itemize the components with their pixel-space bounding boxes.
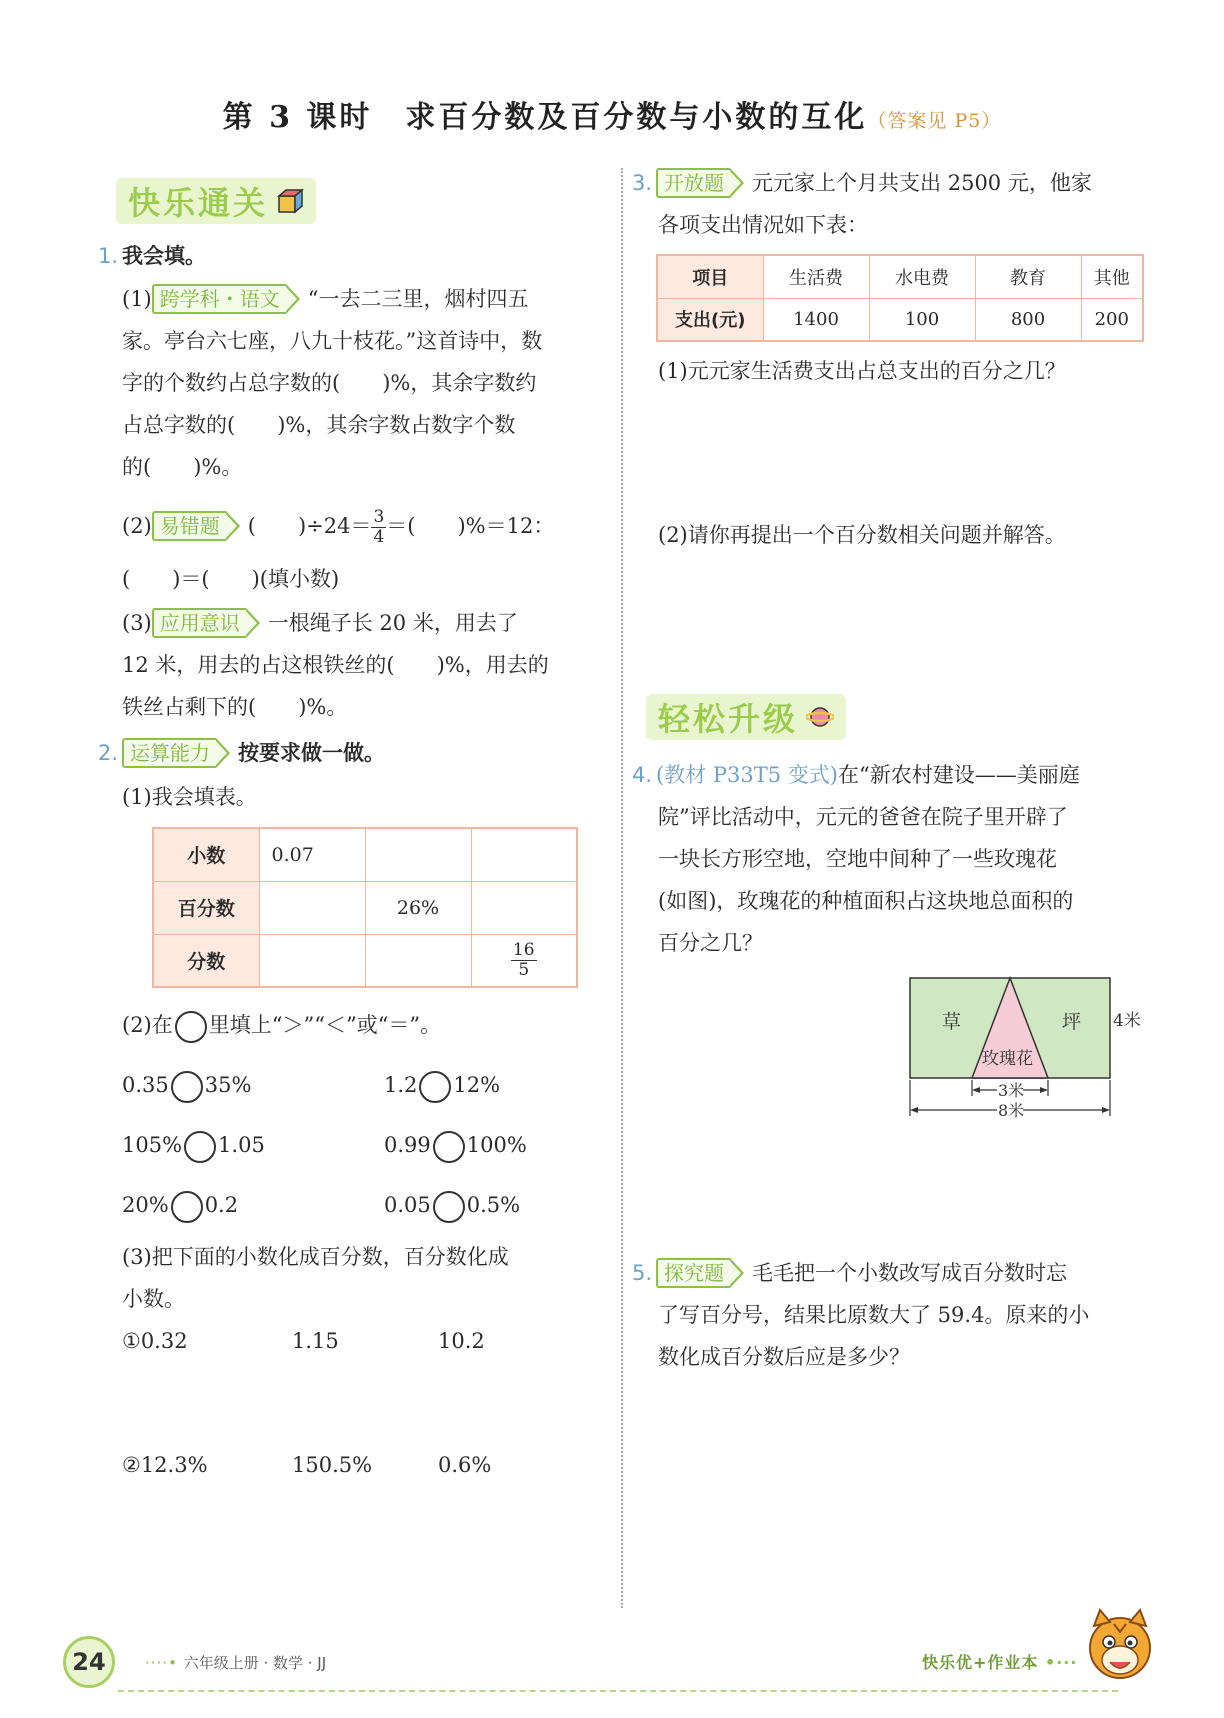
column-header: 教育 <box>975 255 1081 298</box>
textbook-source: (教材 P33T5 变式) <box>656 763 839 787</box>
q1-part1-line <box>122 284 529 314</box>
table-cell <box>365 934 471 987</box>
fraction <box>371 508 386 547</box>
tag-open: 开放题 <box>656 168 730 198</box>
compare-left: 1.2 <box>384 1073 418 1097</box>
part-prefix: (1) <box>122 287 152 311</box>
compare-left: 105% <box>122 1133 183 1157</box>
right-label: 坪 <box>1062 1011 1082 1033</box>
text-line: 小数。 <box>122 1287 185 1311</box>
conversion-item: ②12.3% <box>122 1453 208 1477</box>
footer-brand <box>922 1650 1077 1673</box>
compare-right: 0.5% <box>466 1193 521 1217</box>
table-row <box>153 881 577 934</box>
q2-part2-line <box>122 1010 441 1043</box>
text-line: 一块长方形空地，空地中间种了一些玫瑰花 <box>658 847 1057 871</box>
tag-cross-subject: 跨学科・语文 <box>152 284 286 314</box>
tag-explore: 探究题 <box>656 1258 730 1288</box>
fraction-denominator: 5 <box>518 959 530 980</box>
compare-left: 0.05 <box>384 1193 431 1217</box>
text-line: 元元家上个月共支出 2500 元，他家 <box>752 171 1092 195</box>
conversion-item: 0.6% <box>438 1453 492 1477</box>
text-line: (1)我会填表。 <box>122 785 257 809</box>
table-cell: 0.07 <box>259 828 365 881</box>
row-header: 分数 <box>153 934 259 987</box>
pencil-cube-icon <box>276 186 304 216</box>
text-line: (3)把下面的小数化成百分数，百分数化成 <box>122 1245 509 1269</box>
answer-circle[interactable] <box>419 1071 451 1103</box>
tag-operation: 运算能力 <box>122 738 216 768</box>
text-segment: ＝( )%＝12： <box>386 514 555 538</box>
footer-right-text: 快乐优+作业本 <box>922 1653 1039 1672</box>
text-line: 数化成百分数后应是多少？ <box>658 1345 910 1369</box>
banner-label: 快乐通关 <box>128 184 269 222</box>
answer-circle[interactable] <box>184 1131 216 1163</box>
table-row <box>153 828 577 881</box>
answer-circle[interactable] <box>433 1131 465 1163</box>
part-prefix: (2) <box>122 514 152 538</box>
compare-right: 1.05 <box>218 1133 265 1157</box>
page-number: 24 <box>63 1636 115 1688</box>
table-cell: 800 <box>975 298 1081 341</box>
lesson-title: 第 3 课时 求百分数及百分数与小数的互化 <box>222 100 868 135</box>
answer-circle[interactable] <box>175 1011 207 1043</box>
text-line: 的( )%。 <box>122 455 243 479</box>
table-row <box>153 934 577 987</box>
table-row <box>657 298 1143 341</box>
text-line: 字的个数约占总字数的( )%，其余字数约 <box>122 371 537 395</box>
garden-figure <box>900 968 1160 1128</box>
answer-reference: （答案见 P5） <box>867 110 1002 132</box>
text-line: 占总字数的( )%，其余字数占数字个数 <box>122 413 516 437</box>
text-line: 12 米，用去的占这根铁丝的( )%，用去的 <box>122 653 549 677</box>
text-line: (2)请你再提出一个百分数相关问题并解答。 <box>658 523 1066 547</box>
column-header: 其他 <box>1081 255 1143 298</box>
compare-right: 12% <box>453 1073 501 1097</box>
conversion-item: ①0.32 <box>122 1329 188 1353</box>
compare-right: 0.2 <box>204 1193 239 1217</box>
question-4-heading <box>632 760 1080 790</box>
table-cell <box>365 828 471 881</box>
answer-circle[interactable] <box>171 1071 203 1103</box>
text-line: ( )＝( )(填小数) <box>122 567 340 591</box>
table-cell: 26% <box>365 881 471 934</box>
question-title: 我会填。 <box>122 244 207 268</box>
conversion-item: 150.5% <box>292 1453 373 1477</box>
column-header: 生活费 <box>763 255 869 298</box>
compare-item <box>384 1070 500 1103</box>
question-number: 4. <box>632 763 653 787</box>
text-segment: ( )÷24＝ <box>247 514 372 538</box>
compare-item <box>384 1190 520 1223</box>
fraction-denominator: 4 <box>373 527 385 547</box>
table-cell <box>471 934 577 987</box>
row-header: 支出(元) <box>657 298 763 341</box>
column-divider <box>621 168 623 1608</box>
column-header: 项目 <box>657 255 763 298</box>
conversion-item: 10.2 <box>438 1329 485 1353</box>
conversion-table <box>152 827 578 988</box>
section-banner-easy-upgrade <box>646 694 846 740</box>
row-header: 小数 <box>153 828 259 881</box>
table-cell <box>259 881 365 934</box>
column-header: 水电费 <box>869 255 975 298</box>
text-line: (1)元元家生活费支出占总支出的百分之几？ <box>658 359 1066 383</box>
text-line: 了写百分号，结果比原数大了 59.4。原来的小 <box>658 1303 1090 1327</box>
fraction-numerator: 3 <box>373 507 385 527</box>
tag-error-prone: 易错题 <box>152 511 226 541</box>
compare-left: 0.99 <box>384 1133 431 1157</box>
planet-icon <box>806 702 834 732</box>
answer-circle[interactable] <box>171 1191 203 1223</box>
compare-item <box>122 1130 265 1163</box>
question-5-heading <box>632 1258 1067 1288</box>
rose-label: 玫瑰花 <box>982 1049 1033 1069</box>
table-cell: 100 <box>869 298 975 341</box>
question-number: 2. <box>98 741 119 765</box>
q1-part2-line <box>122 508 554 547</box>
tiger-mascot-icon <box>1084 1604 1156 1686</box>
dots-decoration: •··· <box>1038 1653 1078 1672</box>
text-line: 一根绳子长 20 米，用去了 <box>267 611 518 635</box>
footer-book-info <box>145 1652 326 1673</box>
text-line: 毛毛把一个小数改写成百分数时忘 <box>752 1261 1068 1285</box>
page-title <box>0 92 1224 136</box>
text-line: 家。亭台六七座，八九十枝花。”这首诗中，数 <box>122 329 543 353</box>
table-header-row <box>657 255 1143 298</box>
section-banner-happy-pass <box>116 178 316 224</box>
text-line: 各项支出情况如下表： <box>658 213 868 237</box>
conversion-item: 1.15 <box>292 1329 339 1353</box>
tag-application: 应用意识 <box>152 608 246 638</box>
text-line: 在“新农村建设——美丽庭 <box>838 763 1080 787</box>
dots-decoration: ····• <box>145 1654 184 1672</box>
fraction-numerator: 16 <box>512 939 535 960</box>
table-cell <box>471 881 577 934</box>
question-number: 1. <box>98 244 119 268</box>
question-3-heading <box>632 168 1092 198</box>
text-line: “一去二三里，烟村四五 <box>307 287 529 311</box>
table-cell: 200 <box>1081 298 1143 341</box>
question-number: 5. <box>632 1261 653 1285</box>
footer-left-text: 六年级上册 · 数学 · JJ <box>183 1654 327 1672</box>
text-line: 百分之几？ <box>658 931 763 955</box>
base-label: 3米 <box>998 1081 1025 1100</box>
width-label: 8米 <box>998 1101 1025 1120</box>
text-line: 院”评比活动中，元元的爸爸在院子里开辟了 <box>658 805 1068 829</box>
compare-left: 0.35 <box>122 1073 169 1097</box>
table-cell: 1400 <box>763 298 869 341</box>
text-segment: 里填上“＞”“＜”或“＝”。 <box>208 1013 442 1037</box>
compare-right: 35% <box>204 1073 252 1097</box>
compare-right: 100% <box>466 1133 527 1157</box>
question-title: 按要求做一做。 <box>238 741 386 765</box>
question-2-heading <box>98 738 385 768</box>
text-line: 铁丝占剩下的( )%。 <box>122 695 348 719</box>
row-header: 百分数 <box>153 881 259 934</box>
compare-item <box>122 1190 238 1223</box>
answer-circle[interactable] <box>433 1191 465 1223</box>
q1-part3-line <box>122 608 518 638</box>
question-number: 3. <box>632 171 653 195</box>
part-prefix: (3) <box>122 611 152 635</box>
footer-dashed-line <box>118 1690 1118 1692</box>
fraction <box>511 941 537 980</box>
left-label: 草 <box>942 1011 962 1033</box>
text-segment: (2)在 <box>122 1013 173 1037</box>
table-cell <box>259 934 365 987</box>
compare-left: 20% <box>122 1193 169 1217</box>
compare-item <box>384 1130 527 1163</box>
table-cell <box>471 828 577 881</box>
height-label: 4米 <box>1113 1011 1141 1031</box>
expense-table <box>656 254 1144 342</box>
text-line: (如图)，玫瑰花的种植面积占这块地总面积的 <box>658 889 1074 913</box>
question-1-heading <box>98 241 206 271</box>
compare-item <box>122 1070 251 1103</box>
banner-label: 轻松升级 <box>658 700 799 738</box>
